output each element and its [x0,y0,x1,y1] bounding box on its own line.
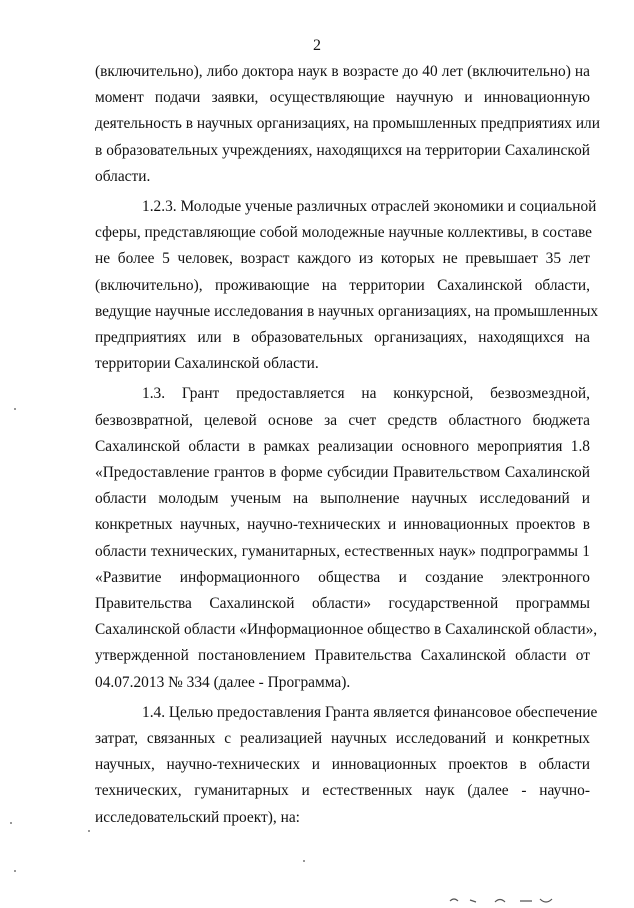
text-line: ведущие научные исследования в научных организациях, на промышленных [95,302,599,320]
text-line: не более 5 человек, возраст каждого из которых не превышает 35 лет [95,250,590,268]
text-line: исследовательский проект), на: [95,808,300,826]
text-line: затрат, связанных с реализацией научных исследований и конкретных [95,730,590,748]
document-body [95,59,600,831]
text-line: 04.07.2013 № 334 (далее - Программа). [95,673,351,691]
scan-speck [10,822,12,824]
text-line: конкретных научных, научно-технических и инновационных проектов в [95,516,590,534]
scan-speck [14,870,16,872]
text-line: области технических, гуманитарных, естественных наук» подпрограммы 1 [95,542,590,560]
paragraph-1-4 [95,700,598,831]
text-line: (включительно), проживающие на территории Сахалинской области, [95,276,590,294]
text-line: Правительства Сахалинской области» государственной программы [95,595,590,613]
text-line: 1.3. Грант предоставляется на конкурсной, безвозмездной, [142,385,590,403]
text-line: технических, гуманитарных и естественных наук (далее - научно- [95,782,590,800]
paragraph-1-2-3 [95,194,599,377]
text-line: научных, научно-технических и инновационных проектов в области [95,756,590,774]
text-line: деятельность в научных организациях, на промышленных предприятиях или [95,115,600,133]
text-line: момент подачи заявки, осуществляющие научную и инновационную [95,89,590,107]
scan-artifact-marks [440,893,590,905]
paragraph-1-3 [95,381,598,695]
text-line: «Предоставление грантов в форме субсидии Правительством Сахалинской [95,464,590,482]
text-line: 1.2.3. Молодые ученые различных отраслей экономики и социальной [142,198,597,216]
paragraph-continuation [95,59,600,190]
text-line: 1.4. Целью предоставления Гранта является финансовое обеспечение [142,703,598,721]
text-line: предприятиях или в образовательных организациях, находящихся на [95,329,590,347]
scan-artifact [440,893,590,905]
text-line: безвозвратной, целевой основе за счет средств областного бюджета [95,411,590,429]
text-line: Сахалинской области «Информационное общество в Сахалинской области», [95,621,598,639]
text-line: сферы, представляющие собой молодежные научные коллективы, в составе [95,224,592,242]
text-line: в образовательных учреждениях, находящихся на территории Сахалинской [95,141,590,159]
text-line: утвержденной постановлением Правительства Сахалинской области от [95,647,590,665]
text-line: области. [95,167,151,185]
scan-speck [303,860,305,862]
text-line: (включительно), либо доктора наук в возрасте до 40 лет (включительно) на [95,63,590,80]
text-line: «Развитие информационного общества и создание электронного [95,568,590,586]
scan-speck [88,830,90,832]
text-line: территории Сахалинской области. [95,355,319,373]
text-line: Сахалинской области в рамках реализации основного мероприятия 1.8 [95,437,590,455]
page-number: 2 [313,37,321,54]
scan-speck [14,408,16,410]
text-line: области молодым ученым на выполнение научных исследований и [95,490,590,508]
